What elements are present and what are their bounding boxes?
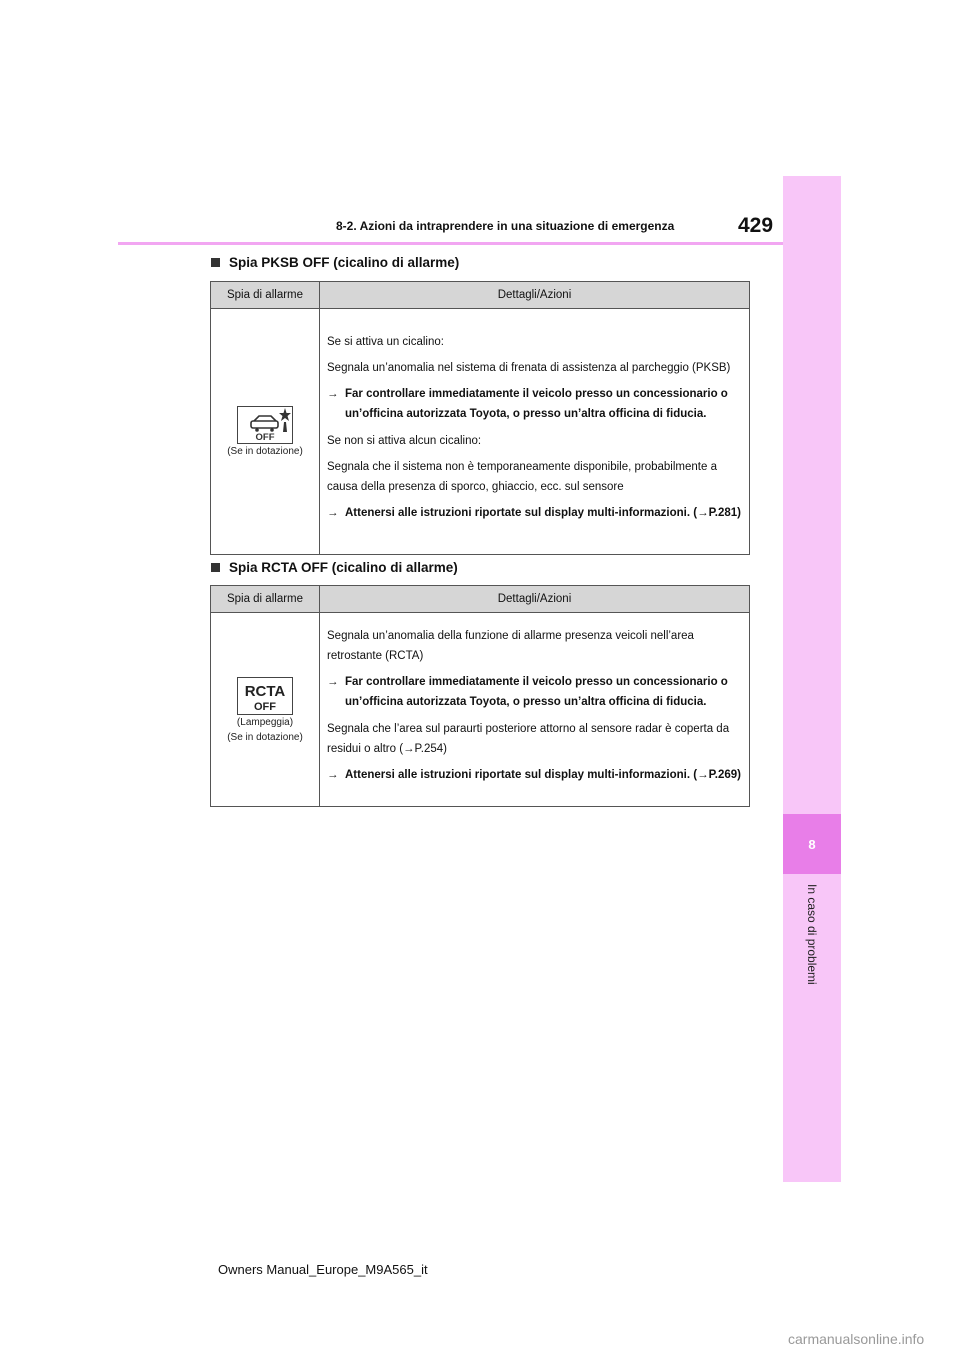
side-tab-strip [783,176,841,1182]
section-title: 8-2. Azioni da intraprendere in una situazione di emergenza [336,219,675,233]
rcta-icon-cell [211,613,320,807]
arrow-icon: → [327,506,339,519]
col-header-spia: Spia di allarme [211,586,320,613]
pksb-off-icon [237,406,293,444]
pksb-text-4: Segnala che il sistema non è temporaneamente disponibile, probabilmente a causa della presenza di sporco, ghiaccio, ecc. sul sensore [327,460,717,493]
rcta-action-2[interactable]: → Attenersi alle istruzioni riportate sul display multi-informazioni. (→P.269) [327,765,743,785]
chapter-number-tab[interactable]: 8 [783,814,841,874]
page-number: 429 [738,214,774,237]
rcta-text-2: Segnala che l’area sul paraurti posteriore attorno al sensore radar è coperta da residui o altro (→P.254) [327,722,730,755]
pksb-table [210,281,750,555]
rcta-text-1: Segnala un’anomalia della funzione di allarme presenza veicoli nell’area retrostante (RCTA) [327,630,694,663]
col-header-dettagli: Dettagli/Azioni [320,282,750,309]
rcta-off-icon [237,677,293,715]
arrow-icon: → [327,768,339,781]
pksb-heading: Spia PKSB OFF (cicalino di allarme) [211,255,459,270]
rcta-details [320,613,750,807]
arrow-icon: → [327,388,339,401]
arrow-icon: → [327,676,339,689]
svg-text:RCTA: RCTA [244,682,286,700]
pksb-action-1: → Far controllare immediatamente il veicolo presso un concessionario o un’officina autorizzata Toyota, o presso un’altra officina di fiducia. [327,384,743,424]
pksb-details [320,309,750,555]
pksb-icon-caption: (Se in dotazione) [227,446,303,457]
rcta-action-1: → Far controllare immediatamente il veicolo presso un concessionario o un’officina autorizzata Toyota, o presso un’altra officina di fiducia. [327,672,743,712]
pksb-text-2: Segnala un’anomalia nel sistema di frenata di assistenza al parcheggio (PKSB) [327,362,731,375]
pksb-icon-cell [211,309,320,555]
col-header-spia: Spia di allarme [211,282,320,309]
rcta-icon-caption-2: (Se in dotazione) [227,731,303,743]
bullet-square-icon [211,258,220,267]
svg-text:OFF: OFF [254,700,276,713]
pksb-action-2[interactable]: → Attenersi alle istruzioni riportate sul display multi-informazioni. (→P.281) [327,503,743,523]
rcta-icon-caption-1: (Lampeggia) [236,716,294,728]
pksb-text-3: Se non si attiva alcun cicalino: [327,434,482,447]
col-header-dettagli: Dettagli/Azioni [320,586,750,613]
pksb-text-1: Se si attiva un cicalino: [327,336,444,348]
chapter-title-vertical: In caso di problemi [805,884,819,985]
header-divider [118,242,783,245]
rcta-table [210,585,750,807]
rcta-heading: Spia RCTA OFF (cicalino di allarme) [211,560,458,575]
bullet-square-icon [211,563,220,572]
footer-doc-id: Owners Manual_Europe_M9A565_it [218,1262,428,1277]
watermark: carmanualsonline.info [788,1331,925,1347]
svg-text:OFF: OFF [255,432,275,443]
